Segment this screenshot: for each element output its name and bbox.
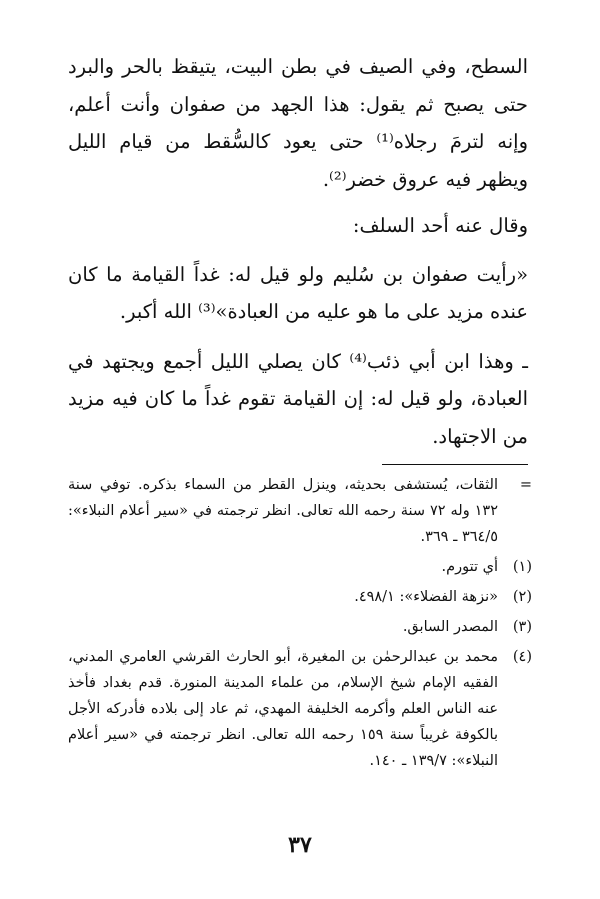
- footnote-text: «نزهة الفضلاء»: ٤٩٨/١.: [354, 589, 498, 605]
- footnote-text: الثقات، يُستشفى بحديثه، وينزل القطر من السماء بذكره. توفي سنة ١٣٢ وله ٧٢ سنة رحمه الله تعالى. انظر ترجمته في «سير أعلام النبلاء»: ٣٦٤/٥ ـ ٣٦٩.: [68, 477, 498, 545]
- footnote-continued: [68, 472, 532, 550]
- footnote-1: [68, 554, 532, 580]
- footnote-text: أي تتورم.: [441, 559, 498, 575]
- paragraph-4: ـ وهذا ابن أبي ذئب⁽⁴⁾ كان يصلي الليل أجمع ويجتهد في العبادة، ولو قيل له: إن القيامة تقوم غداً ما كان فيه مزيد من الاجتهاد.: [68, 349, 529, 448]
- footnote-marker: (٣): [512, 619, 532, 635]
- footnote-marker: =: [519, 477, 532, 493]
- page-number: ٣٧: [288, 832, 312, 858]
- footnote-marker: (٢): [512, 589, 532, 605]
- footnote-text: المصدر السابق.: [402, 619, 498, 635]
- footnote-marker: (١): [512, 559, 532, 575]
- footnote-separator: [382, 464, 528, 465]
- paragraph-1: السطح، وفي الصيف في بطن البيت، يتيقظ بالحر والبرد حتى يصبح ثم يقول: هذا الجهد من صفوان وأنت أعلم، وإنه لترمَ رجلاه⁽¹⁾ حتى يعود كالسُّقط من قيام الليل ويظهر فيه عروق خضر⁽²⁾.: [68, 55, 528, 191]
- main-text: [68, 48, 528, 455]
- footnote-2: [68, 584, 532, 610]
- footnote-text: محمد بن عبدالرحمٰن بن المغيرة، أبو الحارث القرشي العامري المدني، الفقيه الإمام شيخ الإسلام، من علماء المدينة المنورة. قدم بغداد فأخذ عنه الناس العلم وأكرمه الخليفة المهدي، ثم عاد إلى بلاده فأدركه الأجل بالكوفة غريباً سنة ١٥٩ رحمه الله تعالى. انظر ترجمته في «سير أعلام النبلاء»: ١٣٩/٧ ـ ١٤٠.: [68, 649, 498, 769]
- footnotes: [68, 472, 532, 778]
- footnote-3: [68, 614, 532, 640]
- footnote-4: [68, 644, 532, 774]
- paragraph-2: وقال عنه أحد السلف:: [352, 214, 528, 237]
- footnote-marker: (٤): [512, 649, 532, 665]
- paragraph-3: «رأيت صفوان بن سُليم ولو قيل له: غداً القيامة ما كان عنده مزيد على ما هو عليه من العبادة»⁽³⁾ الله أكبر.: [68, 262, 528, 323]
